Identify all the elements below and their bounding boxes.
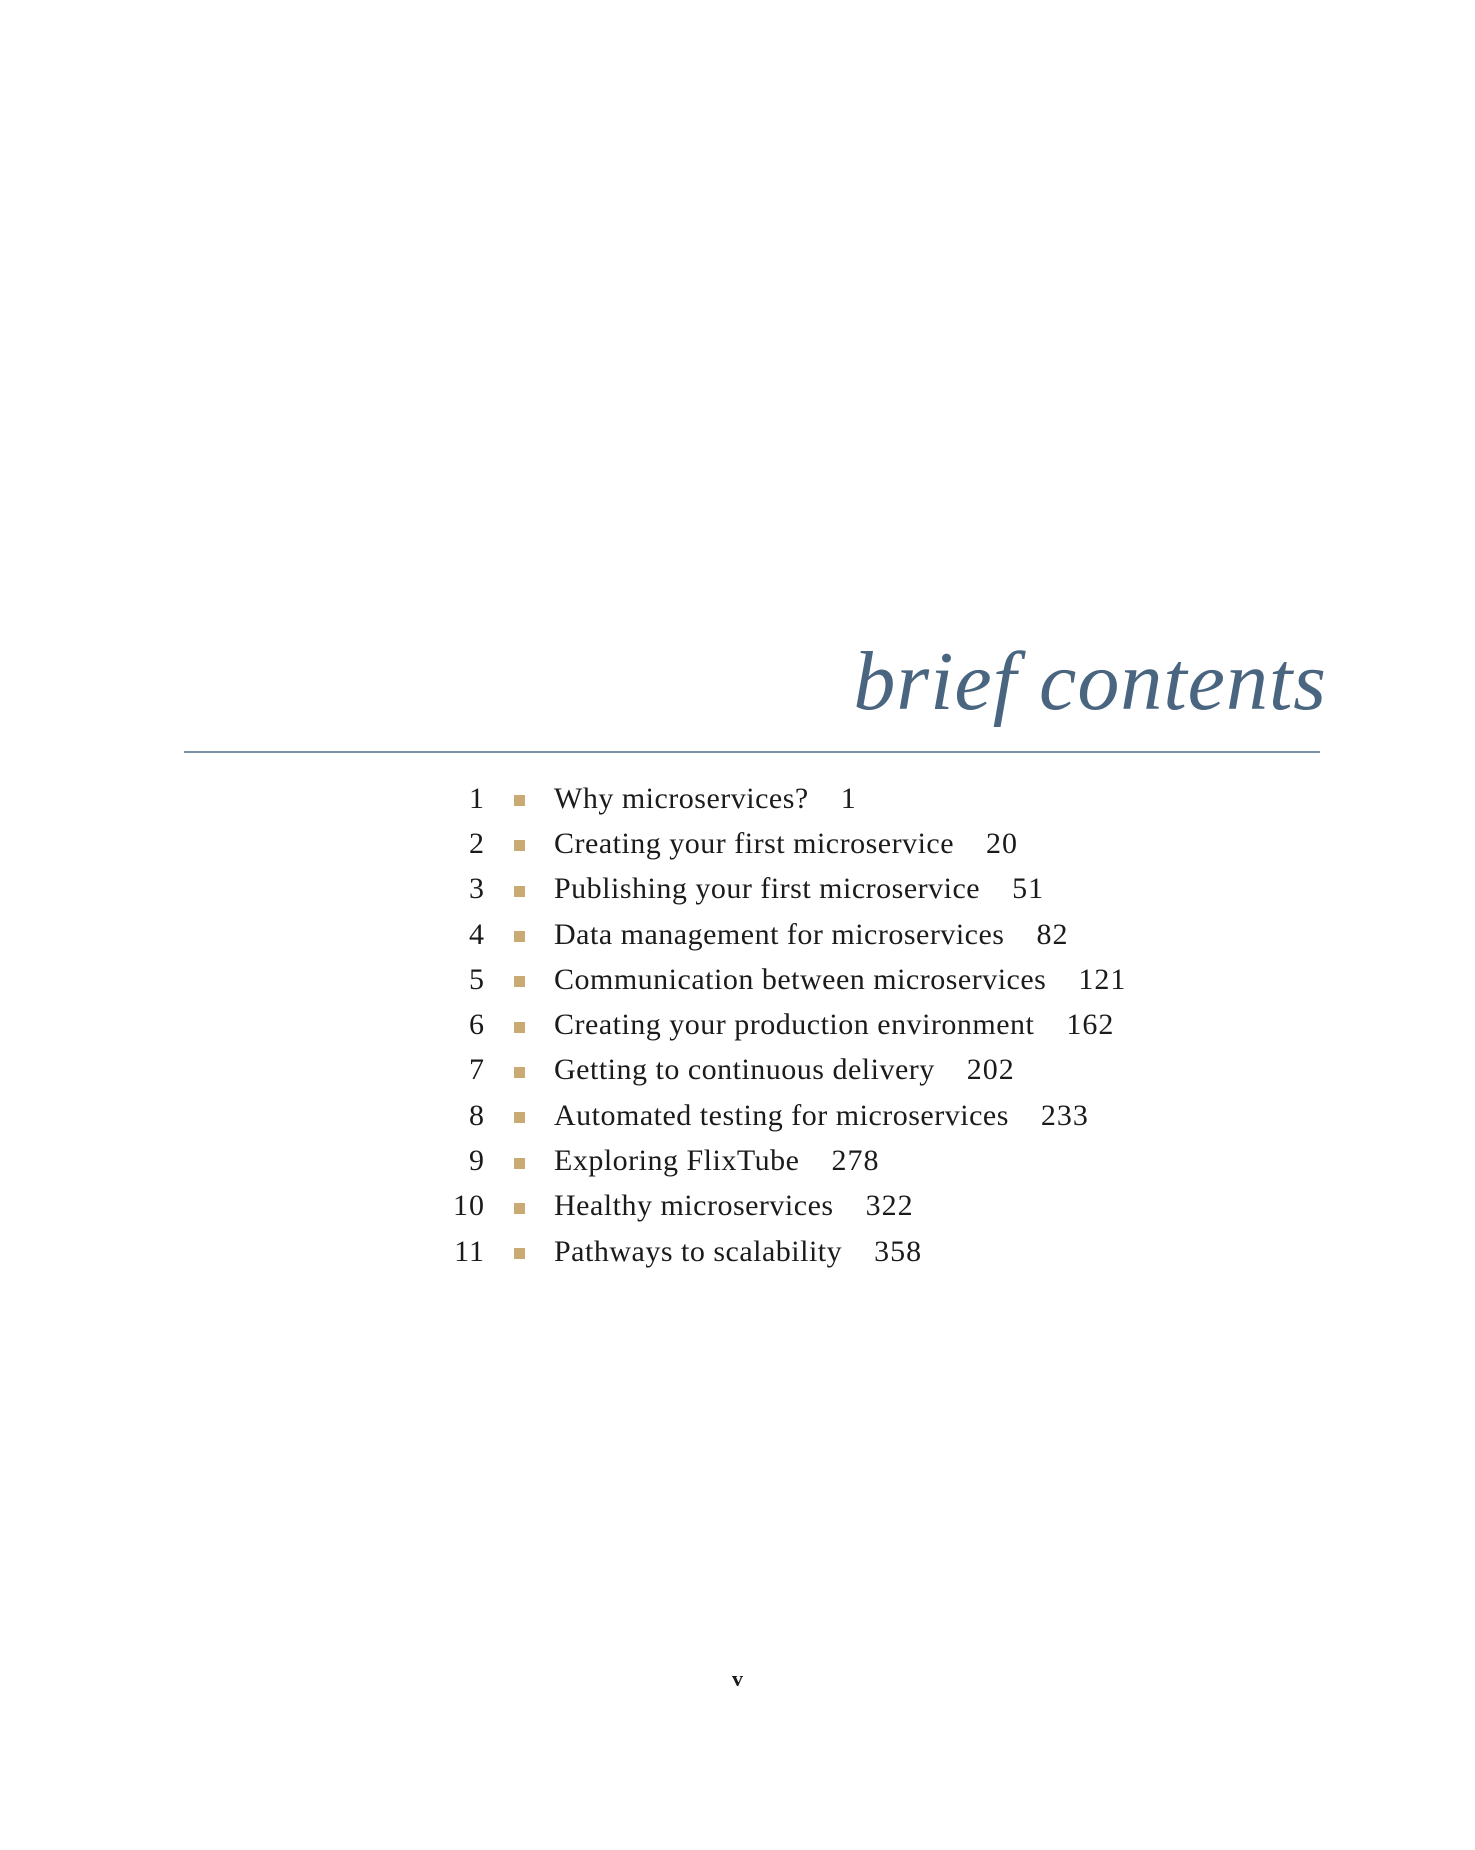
page-number: 162 (1066, 1008, 1115, 1042)
bullet-square-icon (514, 795, 525, 806)
toc-entry[interactable] (440, 1002, 1126, 1047)
chapter-title: Getting to continuous delivery (554, 1053, 935, 1087)
toc-entry[interactable] (440, 1093, 1126, 1138)
bullet-square-icon (514, 1022, 525, 1033)
toc-entry[interactable] (440, 1229, 1126, 1274)
chapter-number: 9 (469, 1144, 485, 1178)
chapter-title: Creating your production environment (554, 1008, 1035, 1042)
bullet-square-icon (514, 1067, 525, 1078)
page-number: 1 (840, 781, 857, 815)
chapter-title: Publishing your first microservice (554, 872, 981, 906)
page-number: 233 (1040, 1098, 1089, 1132)
bullet-square-icon (514, 931, 525, 942)
chapter-number: 1 (469, 781, 485, 815)
chapter-title: Creating your first microservice (554, 826, 955, 860)
page-number: 322 (865, 1189, 914, 1223)
chapter-title: Exploring FlixTube (554, 1144, 800, 1178)
chapter-number: 7 (469, 1053, 485, 1087)
chapter-title: Healthy microservices (554, 1189, 834, 1223)
chapter-number: 11 (454, 1234, 485, 1268)
bullet-square-icon (514, 886, 525, 897)
page-number: 20 (986, 826, 1019, 860)
toc-entry[interactable] (440, 821, 1126, 866)
chapter-title: Pathways to scalability (554, 1234, 843, 1268)
chapter-number: 10 (453, 1189, 485, 1223)
page-number: 82 (1036, 917, 1069, 951)
chapter-title: Data management for microservices (554, 917, 1005, 951)
chapter-number: 3 (469, 872, 485, 906)
bullet-square-icon (514, 840, 525, 851)
chapter-number: 8 (469, 1098, 485, 1132)
page-number: 202 (966, 1053, 1015, 1087)
chapter-number: 2 (469, 826, 485, 860)
chapter-number: 5 (469, 962, 485, 996)
toc-entry[interactable] (440, 1048, 1126, 1093)
toc-entry[interactable] (440, 776, 1126, 821)
bullet-square-icon (514, 1158, 525, 1169)
chapter-title: Automated testing for microservices (554, 1098, 1009, 1132)
bullet-square-icon (514, 1112, 525, 1123)
bullet-square-icon (514, 1248, 525, 1259)
toc-entry[interactable] (440, 1184, 1126, 1229)
toc-entry[interactable] (440, 867, 1126, 912)
page-number: 358 (874, 1234, 923, 1268)
chapter-number: 4 (469, 917, 485, 951)
page-number: 121 (1078, 962, 1127, 996)
toc-entry[interactable] (440, 912, 1126, 957)
chapter-title: Why microservices? (554, 781, 809, 815)
chapter-title: Communication between microservices (554, 962, 1047, 996)
page-folio: v (732, 1666, 743, 1691)
heading-rule (184, 751, 1320, 753)
toc-entry[interactable] (440, 957, 1126, 1002)
toc-list (440, 776, 1126, 1274)
chapter-number: 6 (469, 1008, 485, 1042)
page-number: 278 (831, 1144, 880, 1178)
page-number: 51 (1012, 872, 1045, 906)
bullet-square-icon (514, 1203, 525, 1214)
bullet-square-icon (514, 976, 525, 987)
page-heading: brief contents (853, 635, 1327, 728)
toc-entry[interactable] (440, 1138, 1126, 1183)
